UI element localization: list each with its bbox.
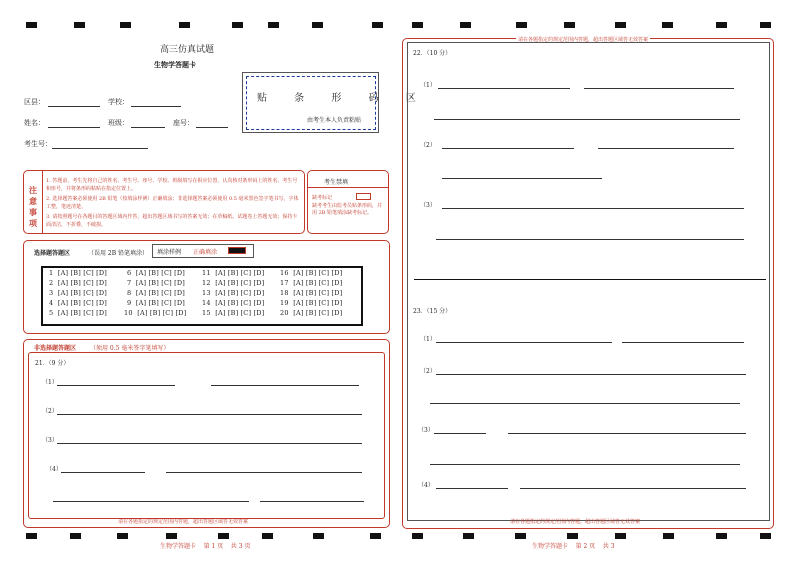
choice-section [23, 240, 390, 334]
answer-options[interactable]: [A] [B] [C] [D] [215, 279, 265, 287]
q23-header: 23．（15 分） [413, 308, 452, 315]
question-number: 17 [280, 279, 289, 287]
exam-no-input[interactable] [52, 148, 148, 149]
q21-part-label: （1） [42, 379, 58, 386]
question-number: 1 [49, 269, 54, 277]
fill-sample-label: 填涂样例 [157, 249, 182, 256]
question-number: 5 [49, 309, 54, 317]
q23-part-label: （2） [420, 368, 436, 375]
barcode-frame [242, 72, 428, 133]
question-number: 3 [49, 289, 54, 297]
question-number: 16 [280, 269, 289, 277]
q23-part-label: （1） [420, 336, 436, 343]
seat-input[interactable] [196, 127, 228, 128]
timing-mark [262, 533, 273, 539]
answer-options[interactable]: [A] [B] [C] [D] [215, 299, 265, 307]
q22-part-label: （1） [420, 82, 436, 89]
answer-line[interactable] [442, 208, 744, 209]
answer-line[interactable] [61, 472, 145, 473]
answer-line[interactable] [598, 148, 734, 149]
timing-mark [516, 22, 527, 28]
timing-mark [662, 22, 673, 28]
answer-line[interactable] [430, 403, 740, 404]
section-divider [414, 279, 766, 280]
right-top-warning: 请在各题指定的规定范围内答题，超出答题区域答无效答案 [518, 37, 649, 43]
answer-line[interactable] [436, 374, 746, 375]
answer-line[interactable] [442, 148, 574, 149]
question-number: 19 [280, 299, 289, 307]
timing-mark [716, 533, 727, 539]
right-inner-frame [407, 42, 770, 521]
timing-mark [218, 533, 229, 539]
answer-options[interactable]: [A] [B] [C] [D] [215, 269, 265, 277]
q21-header: 21．（9 分） [35, 360, 70, 367]
answer-options[interactable]: [A] [B] [C] [D] [293, 309, 343, 317]
choice-hint: （误用 2B 铅笔填涂） [88, 250, 149, 257]
fill-sample-correct: 正确填涂 [193, 249, 218, 256]
answer-line[interactable] [57, 385, 175, 386]
answer-options[interactable]: [A] [B] [C] [D] [293, 269, 343, 277]
timing-mark [313, 533, 324, 539]
question-number: 14 [202, 299, 211, 307]
filled-bubble-sample [229, 248, 245, 253]
answer-line[interactable] [53, 501, 249, 502]
timing-mark [70, 533, 81, 539]
timing-mark [567, 533, 578, 539]
notice-label-column [24, 171, 43, 233]
left-bottom-warning: 请在各题指定的规定范围内答题，超出答题区域答无效答案 [118, 519, 249, 525]
question-number: 4 [49, 299, 54, 307]
answer-line[interactable] [211, 385, 359, 386]
timing-mark [615, 533, 626, 539]
q22-header: 22．（10 分） [413, 50, 452, 57]
question-number: 15 [202, 309, 211, 317]
notice-label-char: 事 [29, 207, 37, 217]
right-footer: 生物学答题卡 第 2 页 共 3 [532, 543, 615, 550]
fill-sample [152, 244, 254, 258]
nonchoice-title: 非选择题答题区 [34, 345, 77, 352]
page-subtitle: 生物学答题卡 [154, 60, 196, 69]
q22-answer-box[interactable] [408, 43, 769, 279]
exam-no-label: 考生号： [24, 140, 52, 148]
question-number: 10 [124, 309, 133, 317]
question-number: 2 [49, 279, 54, 287]
timing-mark [564, 22, 575, 28]
answer-line[interactable] [442, 178, 602, 179]
timing-mark [26, 533, 37, 539]
timing-mark [716, 22, 727, 28]
answer-options[interactable]: [A] [B] [C] [D] [57, 289, 108, 297]
answer-options[interactable]: [A] [B] [C] [D] [293, 279, 343, 287]
nonchoice-hint: （须用 0.5 毫米签字笔填写） [90, 345, 170, 352]
q23-part-label: （4） [418, 482, 434, 489]
answer-options[interactable]: [A] [B] [C] [D] [135, 279, 186, 287]
choice-title: 选择题答题区 [34, 250, 71, 257]
answer-options[interactable]: [A] [B] [C] [D] [135, 289, 186, 297]
barcode-note: 由考生本人负责粘贴 [307, 117, 362, 124]
seat-label: 座号： [173, 119, 194, 127]
timing-mark [166, 533, 177, 539]
absent-box [307, 170, 389, 234]
question-number: 12 [202, 279, 211, 287]
timing-mark [117, 533, 128, 539]
q21-answer-box[interactable] [28, 352, 385, 519]
q22-part-label: （2） [420, 142, 436, 149]
timing-mark [74, 22, 85, 28]
q23-answer-box[interactable] [408, 281, 769, 517]
absent-label: 缺考标记 [312, 195, 333, 201]
divider [308, 187, 388, 188]
q21-part-label: （4） [46, 466, 62, 473]
q22-part-label: （3） [420, 202, 436, 209]
answer-options[interactable]: [A] [B] [C] [D] [215, 309, 265, 317]
question-number: 11 [202, 269, 211, 277]
district-label: 区县： [24, 98, 45, 106]
answer-line[interactable] [166, 472, 362, 473]
timing-mark [179, 22, 190, 28]
answer-line[interactable] [438, 88, 570, 89]
answer-options[interactable]: [A] [B] [C] [D] [135, 299, 186, 307]
question-number: 20 [280, 309, 289, 317]
page-title: 高三仿真试题 [160, 45, 215, 55]
timing-mark [760, 533, 771, 539]
timing-mark [463, 533, 474, 539]
answer-line[interactable] [57, 443, 362, 444]
answer-line[interactable] [436, 342, 612, 343]
absent-title: 考生禁填 [324, 179, 349, 186]
answer-options[interactable]: [A] [B] [C] [D] [137, 309, 187, 317]
answer-options[interactable]: [A] [B] [C] [D] [135, 269, 186, 277]
answer-line[interactable] [434, 119, 740, 120]
notice-box [23, 170, 305, 234]
class-label: 班级： [108, 119, 129, 127]
answer-line[interactable] [430, 464, 740, 465]
timing-mark [460, 22, 471, 28]
notice-label-char: 项 [29, 218, 37, 228]
answer-grid [41, 266, 363, 326]
absent-mark-box[interactable] [356, 193, 371, 200]
timing-mark [268, 22, 279, 28]
right-bottom-warning: 请在各题指定的规定范围内答题，超出答题区域答无效答案 [510, 519, 641, 525]
answer-options[interactable]: [A] [B] [C] [D] [57, 279, 108, 287]
answer-line[interactable] [520, 488, 746, 489]
timing-mark [412, 533, 423, 539]
barcode-title: 贴 条 形 码 区 [257, 93, 428, 104]
district-input[interactable] [48, 106, 100, 107]
timing-mark [760, 22, 771, 28]
class-input[interactable] [131, 127, 165, 128]
answer-options[interactable]: [A] [B] [C] [D] [215, 289, 265, 297]
answer-line[interactable] [436, 488, 508, 489]
answer-line[interactable] [622, 342, 744, 343]
q21-part-label: （2） [42, 408, 58, 415]
notice-label-char: 意 [29, 196, 37, 206]
nonchoice-section [23, 339, 390, 528]
school-label: 学校： [108, 98, 129, 106]
answer-line[interactable] [508, 433, 746, 434]
timing-mark [372, 22, 383, 28]
notice-item-3: 3. 请按照题号在各题目的答题区域内作答，超出答题区域书写的答案无效；在草稿纸、试题卷上答题无效；保持卡面清洁，不折叠，不破损。 [46, 214, 298, 228]
notice-item-1: 1. 答题前，考生先将自己的姓名、考生号、座号、学校、班级填写在相应位置，认真核对条形码上的姓名、考生号和座号，并将条形码粘贴在指定位置上。 [46, 178, 298, 192]
answer-line[interactable] [436, 239, 744, 240]
question-number: 9 [127, 299, 132, 307]
timing-mark [412, 22, 423, 28]
answer-options[interactable]: [A] [B] [C] [D] [57, 269, 108, 277]
notice-item-2: 2. 选择题答案必须使用 2B 铅笔（按填涂样例）正确填涂；非选择题答案必须使用 0.5 毫米黑色签字笔书写，字体工整，笔迹清楚。 [46, 196, 299, 210]
name-label: 姓名： [24, 119, 45, 127]
question-number: 13 [202, 289, 211, 297]
answer-line[interactable] [57, 414, 362, 415]
timing-mark [120, 22, 131, 28]
question-number: 6 [127, 269, 132, 277]
answer-options[interactable]: [A] [B] [C] [D] [293, 289, 343, 297]
timing-mark [312, 22, 323, 28]
timing-mark [232, 22, 243, 28]
answer-options[interactable]: [A] [B] [C] [D] [57, 309, 108, 317]
school-input[interactable] [131, 106, 181, 107]
notice-label-char: 注 [29, 185, 37, 195]
timing-mark [370, 533, 381, 539]
answer-options[interactable]: [A] [B] [C] [D] [293, 299, 343, 307]
answer-options[interactable]: [A] [B] [C] [D] [57, 299, 108, 307]
question-number: 18 [280, 289, 289, 297]
absent-note: 缺考考生由监考员贴条形码，并用 2B 铅笔填涂缺考标记。 [312, 203, 383, 216]
question-number: 7 [127, 279, 132, 287]
timing-mark [26, 22, 37, 28]
q23-part-label: （3） [418, 427, 434, 434]
answer-line[interactable] [434, 433, 486, 434]
q21-part-label: （3） [42, 437, 58, 444]
timing-mark [515, 533, 526, 539]
answer-line[interactable] [584, 88, 734, 89]
left-footer: 生物学答题卡 第 1 页 共 3 页 [160, 543, 251, 550]
question-number: 8 [127, 289, 132, 297]
timing-mark [663, 533, 674, 539]
timing-mark [615, 22, 626, 28]
answer-line[interactable] [260, 501, 364, 502]
name-input[interactable] [48, 127, 100, 128]
